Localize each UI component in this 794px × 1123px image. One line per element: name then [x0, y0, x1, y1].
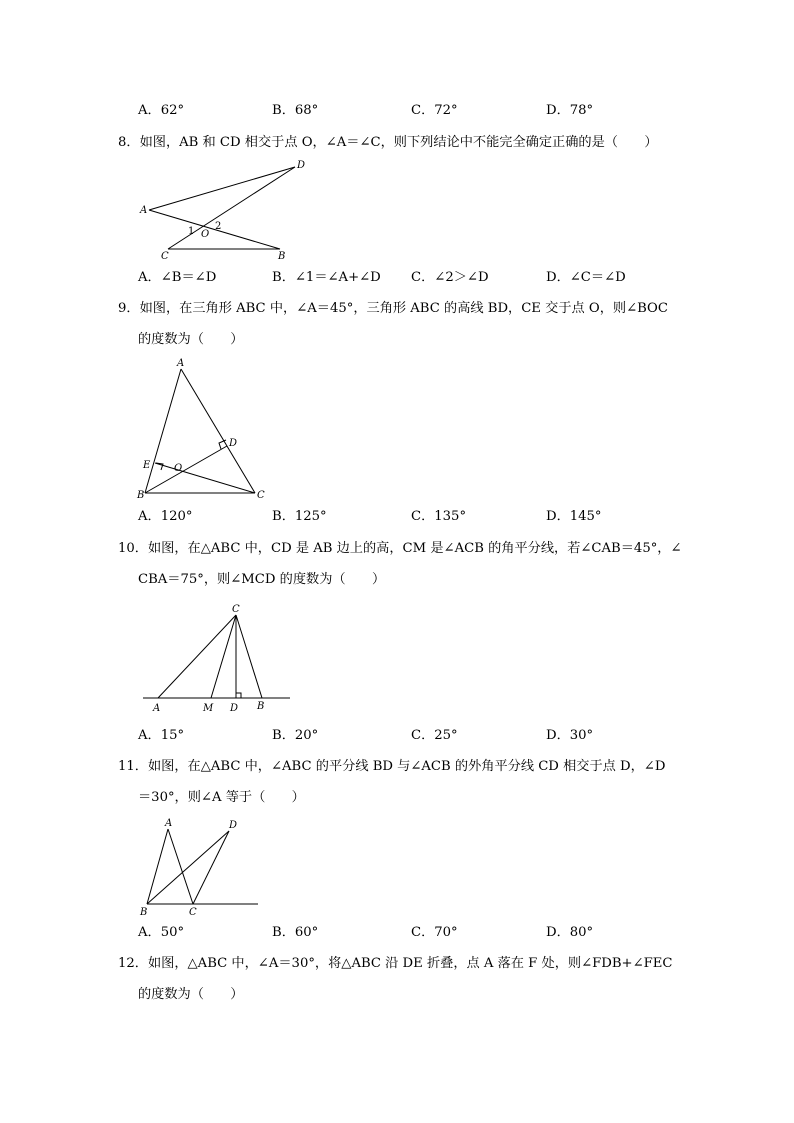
q8-label-o: O — [201, 229, 210, 240]
q9-segment-ab — [145, 369, 181, 493]
q11-option-d[interactable]: D．80° — [546, 925, 594, 940]
q10-label-d: D — [230, 703, 239, 714]
q11-stem-line1: 11．如图，在△ABC 中，∠ABC 的平分线 BD 与∠ACB 的外角平分线 CD 相交于点 D，∠D — [118, 759, 666, 774]
q8-options — [0, 271, 794, 287]
q9-option-d[interactable]: D．145° — [546, 509, 602, 524]
q8-stem: 8．如图，AB 和 CD 相交于点 O，∠A＝∠C，则下列结论中不能完全确定正确的是（ ） — [118, 135, 658, 150]
q11-option-c[interactable]: C．70° — [411, 925, 458, 940]
q9-options — [0, 510, 794, 526]
q11-segment-ba — [147, 829, 168, 904]
q7-option-a[interactable]: A．62° — [138, 103, 185, 118]
q11-segment-cd — [193, 831, 229, 904]
q9-label-d: D — [229, 438, 238, 449]
q10-option-b[interactable]: B．20° — [272, 728, 319, 743]
q7-option-c[interactable]: C．72° — [411, 103, 458, 118]
q9-label-a: A — [177, 358, 185, 369]
q10-segment-ca — [158, 615, 236, 698]
q10-segment-cm — [211, 615, 236, 698]
q9-label-e: E — [143, 460, 151, 471]
q10-option-a[interactable]: A．15° — [138, 728, 185, 743]
q11-stem-line2: ＝30°，则∠A 等于（ ） — [138, 790, 305, 805]
q8-option-a[interactable]: A．∠B＝∠D — [138, 270, 217, 285]
q12-stem-line2: 的度数为（ ） — [138, 987, 244, 1002]
q11-segment-bd — [147, 831, 229, 904]
q9-stem-line1: 9．如图，在三角形 ABC 中，∠A＝45°，三角形 ABC 的高线 BD，CE 交于点 O，则∠BOC — [118, 301, 668, 316]
q9-segment-bd — [145, 446, 227, 493]
q12-stem-line1: 12．如图，△ABC 中，∠A＝30°，将△ABC 沿 DE 折叠，点 A 落在 F 处，则∠FDB+∠FEC — [118, 956, 673, 971]
q9-figure — [135, 355, 275, 505]
q9-label-c: C — [257, 490, 265, 501]
q7-option-d[interactable]: D．78° — [546, 103, 594, 118]
q8-option-c[interactable]: C．∠2＞∠D — [411, 270, 489, 285]
q10-figure — [138, 598, 298, 718]
q10-segment-cb — [236, 615, 262, 698]
q8-angle-label-1: 1 — [188, 226, 195, 237]
q8-segment-ad — [149, 167, 295, 210]
q9-option-a[interactable]: A．120° — [138, 509, 193, 524]
q11-label-d: D — [229, 820, 238, 831]
q10-option-c[interactable]: C．25° — [411, 728, 458, 743]
q8-label-d: D — [297, 160, 306, 171]
q11-option-b[interactable]: B．60° — [272, 925, 319, 940]
q8-label-b: B — [278, 251, 286, 262]
q10-options — [0, 729, 794, 745]
q10-label-a: A — [153, 703, 161, 714]
q9-option-b[interactable]: B．125° — [272, 509, 327, 524]
q10-stem-line1: 10．如图，在△ABC 中，CD 是 AB 边上的高，CM 是∠ACB 的角平分线，若∠CAB＝45°，∠ — [118, 541, 682, 556]
q10-label-b: B — [257, 701, 265, 712]
q9-label-o: O — [174, 463, 183, 474]
q9-label-b: B — [137, 490, 145, 501]
q11-label-c: C — [189, 907, 197, 918]
q11-label-a: A — [165, 818, 173, 829]
q7-option-b[interactable]: B．68° — [272, 103, 319, 118]
q11-options — [0, 926, 794, 942]
q9-stem-line2: 的度数为（ ） — [138, 332, 244, 347]
q10-right-angle-d — [236, 693, 241, 698]
q11-figure — [135, 812, 265, 922]
q8-label-a: A — [140, 205, 148, 216]
q8-figure — [130, 155, 320, 265]
q8-angle-label-2: 2 — [215, 221, 222, 232]
q10-label-c: C — [232, 604, 240, 615]
q9-option-c[interactable]: C．135° — [411, 509, 467, 524]
q11-option-a[interactable]: A．50° — [138, 925, 185, 940]
q10-option-d[interactable]: D．30° — [546, 728, 594, 743]
q10-stem-line2: CBA＝75°，则∠MCD 的度数为（ ） — [138, 572, 386, 587]
q11-label-b: B — [140, 907, 148, 918]
q10-label-m: M — [203, 703, 214, 714]
q8-label-c: C — [161, 251, 169, 262]
q8-option-d[interactable]: D．∠C＝∠D — [546, 270, 626, 285]
q8-option-b[interactable]: B．∠1＝∠A+∠D — [272, 270, 381, 285]
q7-options — [0, 104, 794, 120]
